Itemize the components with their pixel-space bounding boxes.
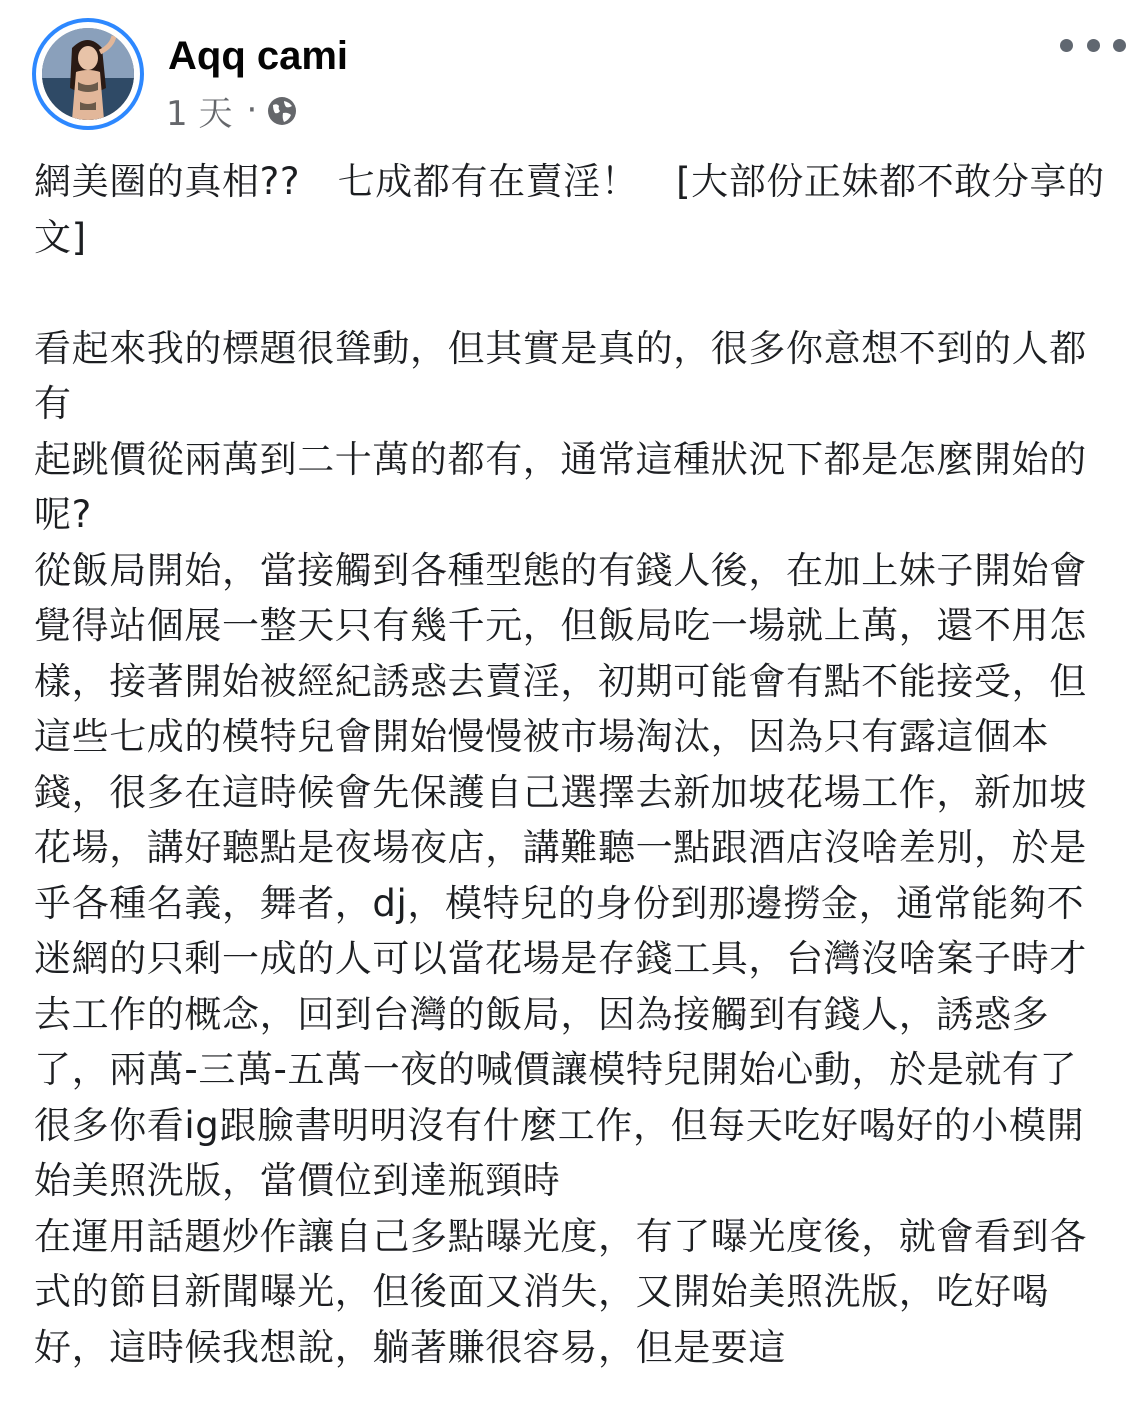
more-options-button[interactable]: [1060, 28, 1126, 62]
more-options-icon-dot: [1060, 39, 1073, 52]
post-paragraph: 看起來我的標題很聳動，但其實是真的，很多你意想不到的人都有: [34, 326, 1087, 425]
more-options-icon-dot: [1113, 39, 1126, 52]
paragraph-spacer: [34, 265, 1114, 321]
meta-separator: ·: [246, 90, 258, 130]
avatar[interactable]: [32, 18, 144, 130]
profile-photo: [42, 28, 134, 120]
author-name[interactable]: Aqq cami: [168, 34, 349, 78]
post-paragraph: 從飯局開始，當接觸到各種型態的有錢人後，在加上妹子開始會覺得站個展一整天只有幾千元，但飯局吃一場就上萬，還不用怎樣，接著開始被經紀誘惑去賣淫，初期可能會有點不能接受，但這些七成的模特兒會開始慢慢被市場淘汰，因為只有露這個本錢，很多在這時候會先保護自己選擇去新加坡花場工作，新加坡花場，講好聽點是夜場夜店，講難聽一點跟酒店沒啥差別，於是乎各種名義，舞者，dj，模特兒的身份到那邊撈金，通常能夠不迷網的只剩一成的人可以當花場是存錢工具，台灣沒啥案子時才去工作的概念，回到台灣的飯局，因為接觸到有錢人，誘惑多了，兩萬-三萬-五萬一夜的喊價讓模特兒開始心動，於是就有了很多你看ig跟臉書明明沒有什麼工作，但每天吃好喝好的小模開始美照洗版，當價位到達瓶頸時: [34, 548, 1087, 1202]
post-timestamp[interactable]: 1 天: [166, 93, 233, 134]
more-options-icon-dot: [1087, 39, 1100, 52]
post-paragraph: 起跳價從兩萬到二十萬的都有，通常這種狀況下都是怎麼開始的呢?: [34, 437, 1087, 536]
post-body: [34, 154, 1114, 1375]
post-title: 網美圈的真相?? 七成都有在賣淫！ [大部份正妹都不敢分享的文]: [34, 160, 1105, 259]
post-meta: [166, 88, 297, 132]
post-header: [0, 0, 1146, 140]
globe-icon[interactable]: [267, 95, 297, 125]
post-paragraph: 在運用話題炒作讓自己多點曝光度，有了曝光度後，就會看到各式的節目新聞曝光，但後面又消失，又開始美照洗版，吃好喝好，這時候我想說，躺著賺很容易，但是要這: [34, 1214, 1087, 1369]
